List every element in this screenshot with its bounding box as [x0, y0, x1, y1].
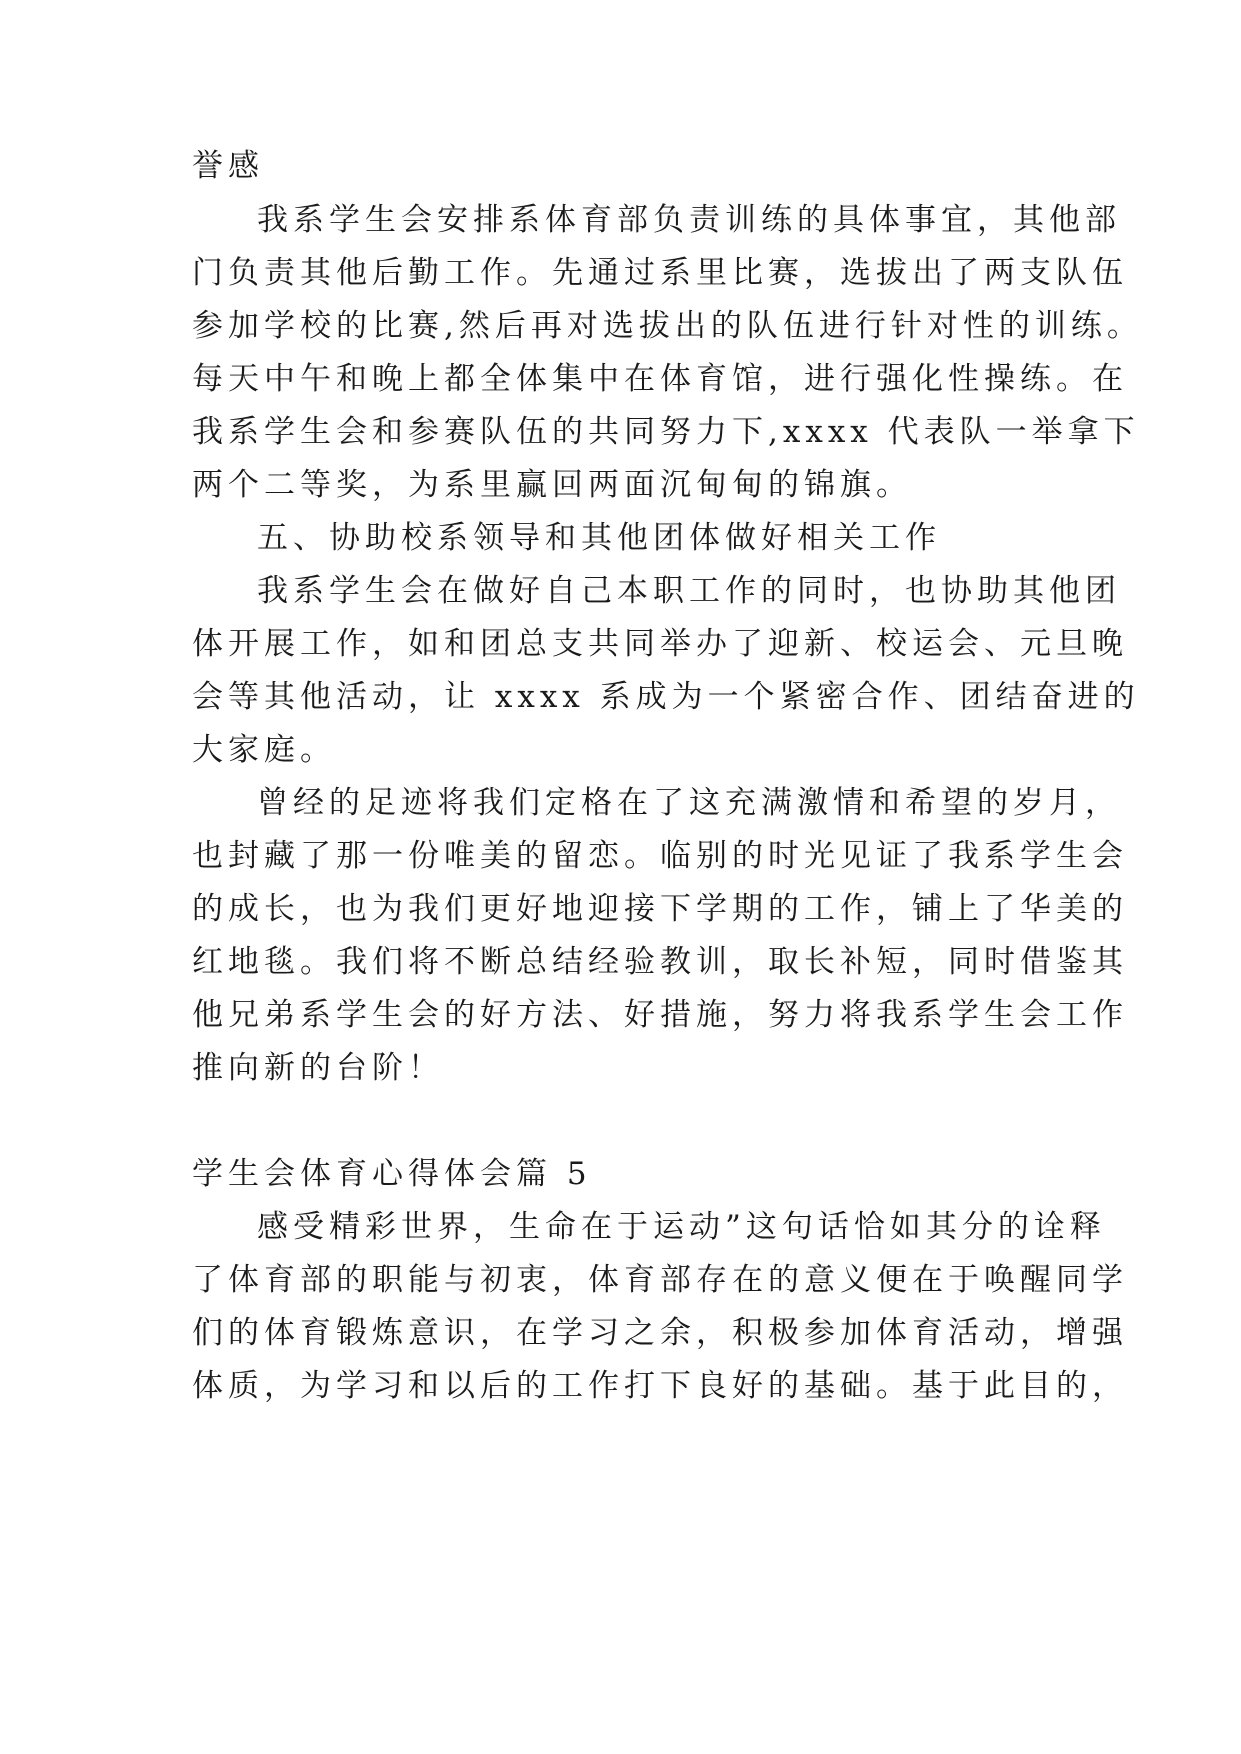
paragraph-line: 大家庭。 — [192, 732, 336, 768]
paragraph-line: 门负责其他后勤工作。先通过系里比赛，选拔出了两支队伍 — [192, 255, 1128, 291]
paragraph-line: 我系学生会安排系体育部负责训练的具体事宜，其他部 — [257, 202, 1121, 238]
article-title: 学生会体育心得体会篇 5 — [192, 1156, 592, 1192]
paragraph-line: 曾经的足迹将我们定格在了这充满激情和希望的岁月， — [257, 785, 1121, 821]
paragraph-line: 我系学生会在做好自己本职工作的同时，也协助其他团 — [257, 573, 1121, 609]
paragraph-line: 红地毯。我们将不断总结经验教训，取长补短，同时借鉴其 — [192, 944, 1128, 980]
section-heading: 五、协助校系领导和其他团体做好相关工作 — [257, 520, 941, 556]
paragraph-line: 他兄弟系学生会的好方法、好措施，努力将我系学生会工作 — [192, 997, 1128, 1033]
paragraph-line: 们的体育锻炼意识，在学习之余，积极参加体育活动，增强 — [192, 1315, 1128, 1351]
paragraph-line: 也封藏了那一份唯美的留恋。临别的时光见证了我系学生会 — [192, 838, 1128, 874]
paragraph-line: 誉感 — [192, 148, 264, 184]
paragraph-line: 的成长，也为我们更好地迎接下学期的工作，铺上了华美的 — [192, 891, 1128, 927]
paragraph-line: 两个二等奖，为系里赢回两面沉甸甸的锦旗。 — [192, 467, 912, 503]
paragraph-line: 每天中午和晚上都全体集中在体育馆，进行强化性操练。在 — [192, 361, 1128, 397]
paragraph-line: 参加学校的比赛,然后再对选拔出的队伍进行针对性的训练。 — [192, 308, 1143, 344]
paragraph-line: 体开展工作，如和团总支共同举办了迎新、校运会、元旦晚 — [192, 626, 1128, 662]
paragraph-line: 我系学生会和参赛队伍的共同努力下,xxxx 代表队一举拿下 — [192, 414, 1140, 450]
paragraph-line: 感受精彩世界，生命在于运动”这句话恰如其分的诠释 — [257, 1209, 1106, 1245]
paragraph-line: 了体育部的职能与初衷，体育部存在的意义便在于唤醒同学 — [192, 1262, 1128, 1298]
paragraph-line: 会等其他活动，让 xxxx 系成为一个紧密合作、团结奋进的 — [192, 679, 1140, 715]
paragraph-line: 推向新的台阶！ — [192, 1050, 444, 1086]
paragraph-line: 体质，为学习和以后的工作打下良好的基础。基于此目的， — [192, 1368, 1128, 1404]
